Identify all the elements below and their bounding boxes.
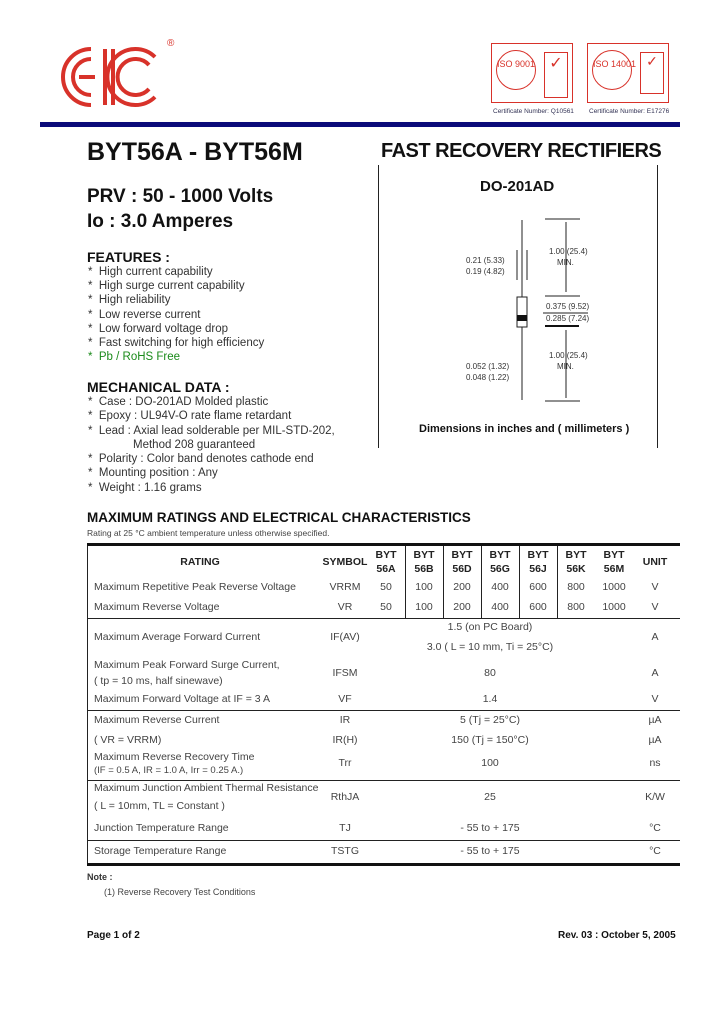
row-label: ( tp = 10 ms, half sinewave) — [94, 675, 223, 687]
row-value: 1.4 — [482, 693, 498, 705]
row-value: 600 — [529, 601, 547, 613]
col-header-model: 56K — [566, 563, 586, 575]
feature-item: High surge current capability — [98, 280, 245, 293]
check-icon: ✓ — [544, 52, 568, 98]
feature-item: High reliability — [98, 294, 171, 307]
features-list: * High current capability * High surge current capability * High reliability * Low reverse current * Low forward voltage drop * Fast switching for high efficiency * Pb / RoHS Free — [88, 266, 265, 364]
dim-lead-length-bottom: 1.00 (25.4) — [549, 351, 588, 360]
row-symbol: VRRM — [329, 581, 361, 593]
row-value: 600 — [529, 581, 547, 593]
mechanical-heading: MECHANICAL DATA : — [87, 379, 230, 395]
table-border-left — [87, 546, 88, 864]
row-symbol: IR(H) — [332, 734, 358, 746]
dim-body-dia-max: 0.21 (5.33) — [466, 256, 505, 265]
dim-lead-dia-min: 0.048 (1.22) — [466, 373, 510, 382]
feature-item-rohs: Pb / RoHS Free — [98, 351, 181, 364]
feature-item: Low reverse current — [98, 308, 201, 321]
col-header-model: 56A — [376, 563, 396, 575]
row-label: ( VR = VRRM) — [94, 734, 162, 746]
row-value: 25 — [484, 791, 496, 803]
row-unit: µA — [648, 734, 662, 746]
row-value: 1000 — [602, 581, 626, 593]
note-heading: Note : — [87, 872, 113, 882]
io-spec: Io : 3.0 Amperes — [87, 211, 234, 232]
col-divider — [405, 546, 406, 618]
ratings-heading: MAXIMUM RATINGS AND ELECTRICAL CHARACTERISTICS — [87, 510, 471, 525]
row-unit: K/W — [645, 791, 665, 803]
dim-lead-dia-max: 0.052 (1.32) — [466, 362, 510, 371]
col-header-rating: RATING — [180, 556, 220, 568]
note-item: (1) Reverse Recovery Test Conditions — [104, 887, 256, 897]
row-value: 1000 — [602, 601, 626, 613]
col-header-model: BYT — [527, 549, 549, 561]
feature-item: Low forward voltage drop — [98, 322, 229, 335]
col-divider — [519, 546, 520, 618]
row-label: Maximum Reverse Recovery Time — [94, 751, 255, 763]
row-value: 200 — [453, 601, 471, 613]
row-unit: V — [651, 601, 659, 613]
row-value: 200 — [453, 581, 471, 593]
cert-number-2: Certificate Number: E17276 — [589, 108, 670, 115]
col-header-model: 56B — [414, 563, 434, 575]
mechanical-item-cont: Method 208 guaranteed — [133, 438, 256, 451]
mechanical-item: Weight : 1.16 grams — [98, 481, 202, 494]
row-divider — [87, 780, 680, 781]
row-value: 150 (Tj = 150°C) — [451, 734, 529, 746]
col-header-model: BYT — [603, 549, 625, 561]
ratings-note: Rating at 25 °C ambient temperature unless otherwise specified. — [87, 528, 330, 538]
package-name: DO-201AD — [480, 178, 555, 195]
row-value: - 55 to + 175 — [460, 845, 520, 857]
row-value: - 55 to + 175 — [460, 822, 520, 834]
row-unit: A — [651, 667, 659, 679]
row-value: 3.0 ( L = 10 mm, Ti = 25°C) — [426, 641, 554, 653]
row-label: Storage Temperature Range — [94, 845, 227, 857]
features-heading: FEATURES : — [87, 249, 170, 265]
table-top-rule — [87, 543, 680, 546]
row-symbol: IR — [339, 714, 351, 726]
col-header-model: BYT — [413, 549, 435, 561]
row-divider — [87, 840, 680, 841]
row-value: 400 — [491, 581, 509, 593]
row-divider — [87, 618, 680, 619]
col-header-model: 56J — [529, 563, 547, 575]
feature-item: Fast switching for high efficiency — [98, 337, 265, 350]
row-value: 100 — [415, 581, 433, 593]
row-label: Maximum Forward Voltage at IF = 3 A — [94, 693, 270, 705]
iso14001-badge: ISO 14001 ✓ — [587, 43, 669, 103]
row-unit: µA — [648, 714, 662, 726]
subtitle: FAST RECOVERY RECTIFIERS — [381, 140, 662, 162]
row-unit: ns — [649, 757, 661, 769]
row-label: Maximum Repetitive Peak Reverse Voltage — [94, 581, 296, 593]
row-label: Maximum Reverse Current — [94, 714, 220, 726]
row-value: 80 — [484, 667, 496, 679]
row-value: 1.5 (on PC Board) — [447, 621, 533, 633]
part-title: BYT56A - BYT56M — [87, 138, 303, 166]
mechanical-item: Case : DO-201AD Molded plastic — [98, 396, 269, 408]
col-header-symbol: SYMBOL — [322, 556, 368, 568]
row-symbol: IF(AV) — [330, 631, 360, 643]
row-label: Maximum Peak Forward Surge Current, — [94, 659, 280, 671]
row-value: 800 — [567, 581, 585, 593]
mechanical-item: Polarity : Color band denotes cathode end — [98, 453, 314, 466]
row-unit: V — [651, 581, 659, 593]
row-unit: °C — [649, 845, 661, 857]
row-symbol: VF — [338, 693, 352, 705]
revision-date: Rev. 03 : October 5, 2005 — [558, 930, 676, 941]
row-symbol: IFSM — [332, 667, 358, 679]
row-value: 800 — [567, 601, 585, 613]
mechanical-list: * Case : DO-201AD Molded plastic * Epoxy : UL94V-O rate flame retardant * Lead : Axial lead solderable per MIL-STD-202, Method 208 guaranteed * Polarity : Color band denotes cathode end * Mounting position : Any * Weight : 1.16 grams — [88, 396, 335, 494]
row-value: 400 — [491, 601, 509, 613]
dim-body-dia-min: 0.19 (4.82) — [466, 267, 505, 276]
row-label: Junction Temperature Range — [94, 822, 229, 834]
registered-mark: ® — [167, 38, 175, 49]
col-header-model: BYT — [489, 549, 511, 561]
row-value: 50 — [380, 601, 392, 613]
header-rule — [40, 122, 680, 127]
prv-spec: PRV : 50 - 1000 Volts — [87, 186, 274, 207]
dim-body-len-max: 0.375 (9.52) — [546, 302, 590, 311]
cert-number-1: Certificate Number: Q10561 — [493, 108, 574, 115]
row-symbol: TSTG — [331, 845, 359, 857]
col-divider — [443, 546, 444, 618]
dim-lead-length-top: 1.00 (25.4) — [549, 247, 588, 256]
col-header-model: 56D — [452, 563, 472, 575]
row-value: 50 — [380, 581, 392, 593]
row-value: 100 — [481, 757, 499, 769]
col-header-model: BYT — [451, 549, 473, 561]
row-symbol: TJ — [339, 822, 351, 834]
dimensions-caption: Dimensions in inches and ( millimeters ) — [419, 423, 630, 435]
col-header-model: BYT — [565, 549, 587, 561]
col-header-unit: UNIT — [642, 556, 668, 568]
col-header-model: BYT — [375, 549, 397, 561]
eic-logo — [55, 45, 165, 109]
iso9001-badge: ISO 9001 ✓ — [491, 43, 573, 103]
dim-min-label: MIN. — [557, 362, 574, 371]
mechanical-item: Epoxy : UL94V-O rate flame retardant — [98, 410, 292, 423]
page-number: Page 1 of 2 — [87, 930, 140, 941]
row-label: Maximum Reverse Voltage — [94, 601, 220, 613]
row-label: Maximum Average Forward Current — [94, 631, 261, 643]
row-unit: V — [651, 693, 659, 705]
mechanical-item: Lead : Axial lead solderable per MIL-STD-202, — [98, 424, 335, 437]
row-label: (IF = 0.5 A, IR = 1.0 A, Irr = 0.25 A.) — [94, 765, 244, 776]
col-divider — [481, 546, 482, 618]
col-header-model: 56G — [490, 563, 510, 575]
check-icon: ✓ — [640, 52, 664, 94]
row-value: 100 — [415, 601, 433, 613]
row-unit: °C — [649, 822, 661, 834]
table-bottom-rule — [87, 863, 680, 866]
col-header-model: 56M — [603, 563, 625, 575]
row-symbol: Trr — [338, 757, 352, 769]
dim-body-len-min: 0.285 (7.24) — [546, 314, 590, 323]
row-label: ( L = 10mm, TL = Constant ) — [94, 800, 225, 812]
dim-min-label: MIN. — [557, 258, 574, 267]
row-symbol: VR — [337, 601, 353, 613]
row-symbol: RthJA — [330, 791, 360, 803]
row-label: Maximum Junction Ambient Thermal Resistance — [94, 782, 319, 794]
col-divider — [557, 546, 558, 618]
row-unit: A — [651, 631, 659, 643]
mechanical-item: Mounting position : Any — [98, 467, 218, 480]
row-value: 5 (Tj = 25°C) — [460, 714, 520, 726]
row-divider — [87, 710, 680, 711]
feature-item: High current capability — [98, 266, 213, 278]
